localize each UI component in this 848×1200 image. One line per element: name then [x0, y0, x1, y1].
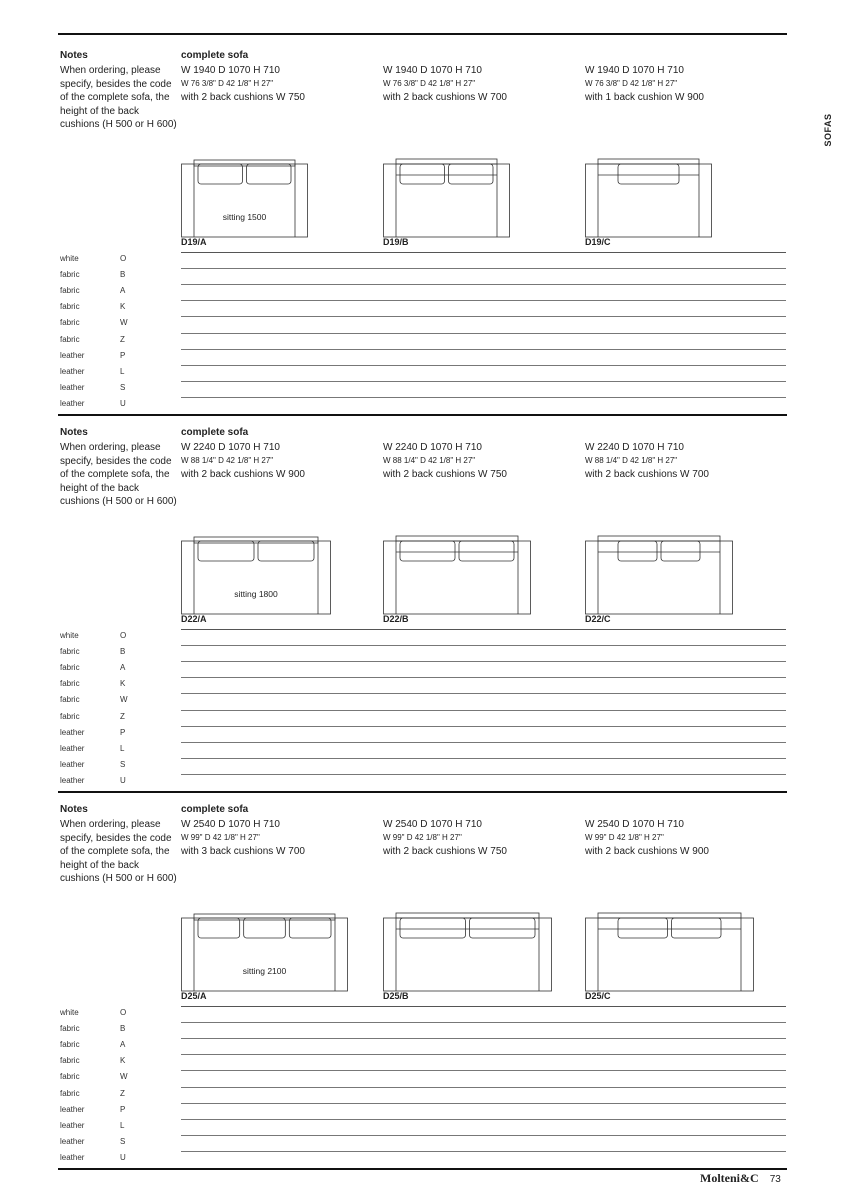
material-label: leather [60, 1104, 85, 1114]
material-code: K [120, 302, 126, 312]
material-row-line [181, 758, 786, 759]
material-label: fabric [60, 1056, 80, 1066]
material-code: S [120, 759, 126, 769]
notes-text: When ordering, please specify, besides the code of the complete sofa, the height of the back cushions (H 500 or H 600) [60, 442, 177, 507]
page-number: 73 [769, 1174, 781, 1185]
notes-title: Notes [60, 50, 88, 61]
material-label: leather [60, 1152, 85, 1162]
material-code: Z [120, 334, 125, 344]
sitting-width: sitting 1500 [222, 212, 267, 222]
sofa-outline [182, 918, 348, 991]
back-cushion [618, 918, 668, 938]
back-cushion [470, 918, 536, 938]
sofa-back [598, 536, 720, 541]
sofa-back [194, 537, 318, 543]
material-code: W [120, 318, 128, 328]
back-cushion [289, 918, 331, 938]
sofa-column [383, 804, 573, 858]
model-code: D25/C [585, 991, 611, 1001]
material-label: leather [60, 350, 85, 360]
material-label: leather [60, 366, 85, 376]
material-label: white [60, 631, 79, 640]
sofa-plan [383, 912, 552, 992]
material-label: white [60, 1008, 79, 1017]
material-row-line [181, 1038, 786, 1039]
material-code: B [120, 647, 126, 657]
cushion-spec: with 2 back cushions W 750 [383, 469, 507, 480]
dimensions-mm: W 2540 D 1070 H 710 [181, 819, 280, 830]
material-label: fabric [60, 663, 80, 673]
material-code: P [120, 1104, 126, 1114]
column-title [585, 804, 775, 818]
dimensions-inch: W 76 3/8" D 42 1/8" H 27" [585, 79, 678, 88]
material-label: fabric [60, 711, 80, 721]
sofa-drawing [585, 912, 754, 992]
page-footer [700, 1171, 781, 1186]
sitting-width: sitting 1800 [234, 589, 278, 599]
model-code: D25/B [383, 991, 409, 1001]
sofa-back [598, 913, 741, 918]
notes-text: When ordering, please specify, besides the code of the complete sofa, the height of the back cushions (H 500 or H 600) [60, 65, 177, 130]
dimensions-inch: W 99" D 42 1/8" H 27" [181, 833, 260, 842]
sofa-plan [585, 158, 712, 238]
cushion-spec: with 2 back cushions W 750 [383, 846, 507, 857]
material-row-line [181, 333, 786, 334]
sofa-outline [182, 541, 331, 614]
sofa-section [0, 413, 848, 790]
top-rule [58, 33, 787, 35]
material-label: fabric [60, 1040, 80, 1050]
material-code: O [120, 631, 127, 640]
sofa-drawing [181, 535, 331, 615]
material-label: leather [60, 759, 85, 769]
cushion-spec: with 2 back cushions W 700 [585, 469, 709, 480]
back-cushion [618, 541, 657, 561]
column-title [585, 427, 775, 441]
dimensions-inch: W 88 1/4" D 42 1/8" H 27" [585, 456, 678, 465]
back-cushion [400, 164, 445, 184]
back-cushion [672, 918, 722, 938]
material-label: white [60, 254, 79, 263]
material-row-line [181, 742, 786, 743]
model-code: D25/A [181, 991, 207, 1001]
material-code: L [120, 1120, 125, 1130]
material-code: A [120, 663, 126, 673]
material-row-line [181, 1006, 786, 1007]
column-title [383, 427, 573, 441]
dimensions-inch: W 99" D 42 1/8" H 27" [383, 833, 462, 842]
dimensions-inch: W 88 1/4" D 42 1/8" H 27" [383, 456, 476, 465]
material-code: B [120, 270, 126, 280]
material-row-line [181, 645, 786, 646]
material-row-line [181, 268, 786, 269]
material-code: B [120, 1024, 126, 1034]
sofa-back [194, 914, 335, 920]
material-label: fabric [60, 1088, 80, 1098]
dimensions-inch: W 88 1/4" D 42 1/8" H 27" [181, 456, 274, 465]
dimensions-mm: W 1940 D 1070 H 710 [181, 65, 280, 76]
back-cushion [198, 541, 254, 561]
material-label: leather [60, 382, 85, 392]
dimensions-mm: W 2540 D 1070 H 710 [585, 819, 684, 830]
material-row-line [181, 726, 786, 727]
material-code: A [120, 1040, 126, 1050]
dimensions-inch: W 76 3/8" D 42 1/8" H 27" [383, 79, 476, 88]
dimensions-inch: W 76 3/8" D 42 1/8" H 27" [181, 79, 274, 88]
sofa-back [396, 536, 518, 541]
brand-logo: Molteni&C [700, 1171, 759, 1185]
cushion-spec: with 2 back cushions W 700 [383, 92, 507, 103]
column-title: complete sofa [181, 804, 249, 815]
material-label: fabric [60, 1072, 80, 1082]
column-title [383, 804, 573, 818]
material-row-line [181, 693, 786, 694]
material-label: fabric [60, 318, 80, 328]
material-code: W [120, 695, 128, 705]
side-label: SOFAS [823, 113, 833, 147]
material-row-line [181, 316, 786, 317]
material-label: leather [60, 1136, 85, 1146]
sofa-column [585, 804, 775, 858]
sofa-drawing [181, 158, 308, 238]
dimensions-mm: W 2240 D 1070 H 710 [181, 442, 280, 453]
material-code: S [120, 382, 126, 392]
back-cushion [244, 918, 286, 938]
model-code: D22/A [181, 614, 207, 624]
back-cushion [198, 164, 243, 184]
back-cushion [258, 541, 314, 561]
model-code: D22/C [585, 614, 611, 624]
material-code: L [120, 743, 125, 753]
cushion-spec: with 2 back cushions W 900 [181, 469, 305, 480]
sofa-plan [181, 158, 308, 238]
sofa-plan [181, 535, 331, 615]
sofa-outline [182, 164, 308, 237]
material-code: Z [120, 1088, 125, 1098]
material-label: fabric [60, 286, 80, 296]
sofa-drawing [383, 535, 531, 615]
sofa-back [396, 913, 539, 918]
notes-title: Notes [60, 427, 88, 438]
sofa-section [0, 36, 848, 413]
material-code: U [120, 775, 126, 785]
sofa-column [585, 427, 775, 481]
material-row-line [181, 1135, 786, 1136]
sofa-back [396, 159, 497, 164]
material-row-line [181, 349, 786, 350]
cushion-spec: with 1 back cushion W 900 [585, 92, 704, 103]
back-cushion [618, 164, 679, 184]
material-label: fabric [60, 679, 80, 689]
material-code: P [120, 350, 126, 360]
material-code: A [120, 286, 126, 296]
model-code: D19/A [181, 237, 207, 247]
sofa-drawing [181, 912, 348, 992]
material-row-line [181, 710, 786, 711]
back-cushion [459, 541, 514, 561]
material-code: W [120, 1072, 128, 1082]
sofa-drawing [585, 535, 733, 615]
back-cushion [449, 164, 494, 184]
sofa-column [383, 427, 573, 481]
material-row-line [181, 284, 786, 285]
sofa-plan [585, 912, 754, 992]
material-code: Z [120, 711, 125, 721]
sofa-column [585, 50, 775, 104]
material-label: leather [60, 743, 85, 753]
material-code: S [120, 1136, 126, 1146]
material-code: K [120, 1056, 126, 1066]
material-code: O [120, 1008, 127, 1017]
cushion-spec: with 2 back cushions W 750 [181, 92, 305, 103]
back-cushion [400, 918, 466, 938]
material-row-line [181, 1022, 786, 1023]
cushion-spec: with 2 back cushions W 900 [585, 846, 709, 857]
material-row-line [181, 1054, 786, 1055]
back-cushion [400, 541, 455, 561]
material-row-line [181, 365, 786, 366]
material-code: L [120, 366, 125, 376]
sofa-plan [383, 535, 531, 615]
material-label: fabric [60, 1024, 80, 1034]
material-row-line [181, 1070, 786, 1071]
material-row-line [181, 629, 786, 630]
dimensions-mm: W 2540 D 1070 H 710 [383, 819, 482, 830]
dimensions-mm: W 2240 D 1070 H 710 [383, 442, 482, 453]
dimensions-mm: W 2240 D 1070 H 710 [585, 442, 684, 453]
model-code: D19/B [383, 237, 409, 247]
material-row-line [181, 381, 786, 382]
material-row-line [181, 774, 786, 775]
sofa-column [181, 427, 371, 481]
cushion-spec: with 3 back cushions W 700 [181, 846, 305, 857]
material-code: K [120, 679, 126, 689]
model-code: D22/B [383, 614, 409, 624]
sofa-column [383, 50, 573, 104]
sofa-back [598, 159, 699, 164]
material-label: leather [60, 727, 85, 737]
material-row-line [181, 252, 786, 253]
material-row-line [181, 661, 786, 662]
material-code: U [120, 1152, 126, 1162]
column-title: complete sofa [181, 427, 249, 438]
dimensions-mm: W 1940 D 1070 H 710 [383, 65, 482, 76]
material-label: fabric [60, 334, 80, 344]
material-row-line [181, 1119, 786, 1120]
back-cushion [661, 541, 700, 561]
material-label: fabric [60, 270, 80, 280]
material-label: leather [60, 775, 85, 785]
model-code: D19/C [585, 237, 611, 247]
sofa-column [181, 804, 371, 858]
material-label: fabric [60, 695, 80, 705]
dimensions-inch: W 99" D 42 1/8" H 27" [585, 833, 664, 842]
sofa-drawing [585, 158, 712, 238]
material-row-line [181, 677, 786, 678]
sofa-back [194, 160, 295, 166]
material-code: O [120, 254, 127, 263]
sofa-plan [383, 158, 510, 238]
sofa-drawing [383, 912, 552, 992]
section-rule [58, 1168, 787, 1170]
sofa-column [181, 50, 371, 104]
material-row-line [181, 1151, 786, 1152]
sofa-plan [181, 912, 348, 992]
material-row-line [181, 1087, 786, 1088]
material-label: leather [60, 398, 85, 408]
sitting-width: sitting 2100 [242, 966, 287, 976]
dimensions-mm: W 1940 D 1070 H 710 [585, 65, 684, 76]
notes-text: When ordering, please specify, besides the code of the complete sofa, the height of the back cushions (H 500 or H 600) [60, 819, 177, 884]
material-label: fabric [60, 647, 80, 657]
sofa-section [0, 790, 848, 1167]
material-row-line [181, 397, 786, 398]
material-label: fabric [60, 302, 80, 312]
back-cushion [247, 164, 292, 184]
material-code: P [120, 727, 126, 737]
notes-title: Notes [60, 804, 88, 815]
sofa-drawing [383, 158, 510, 238]
column-title: complete sofa [181, 50, 249, 61]
column-title [383, 50, 573, 64]
column-title [585, 50, 775, 64]
back-cushion [198, 918, 240, 938]
material-label: leather [60, 1120, 85, 1130]
sofa-plan [585, 535, 733, 615]
material-row-line [181, 1103, 786, 1104]
material-code: U [120, 398, 126, 408]
material-row-line [181, 300, 786, 301]
